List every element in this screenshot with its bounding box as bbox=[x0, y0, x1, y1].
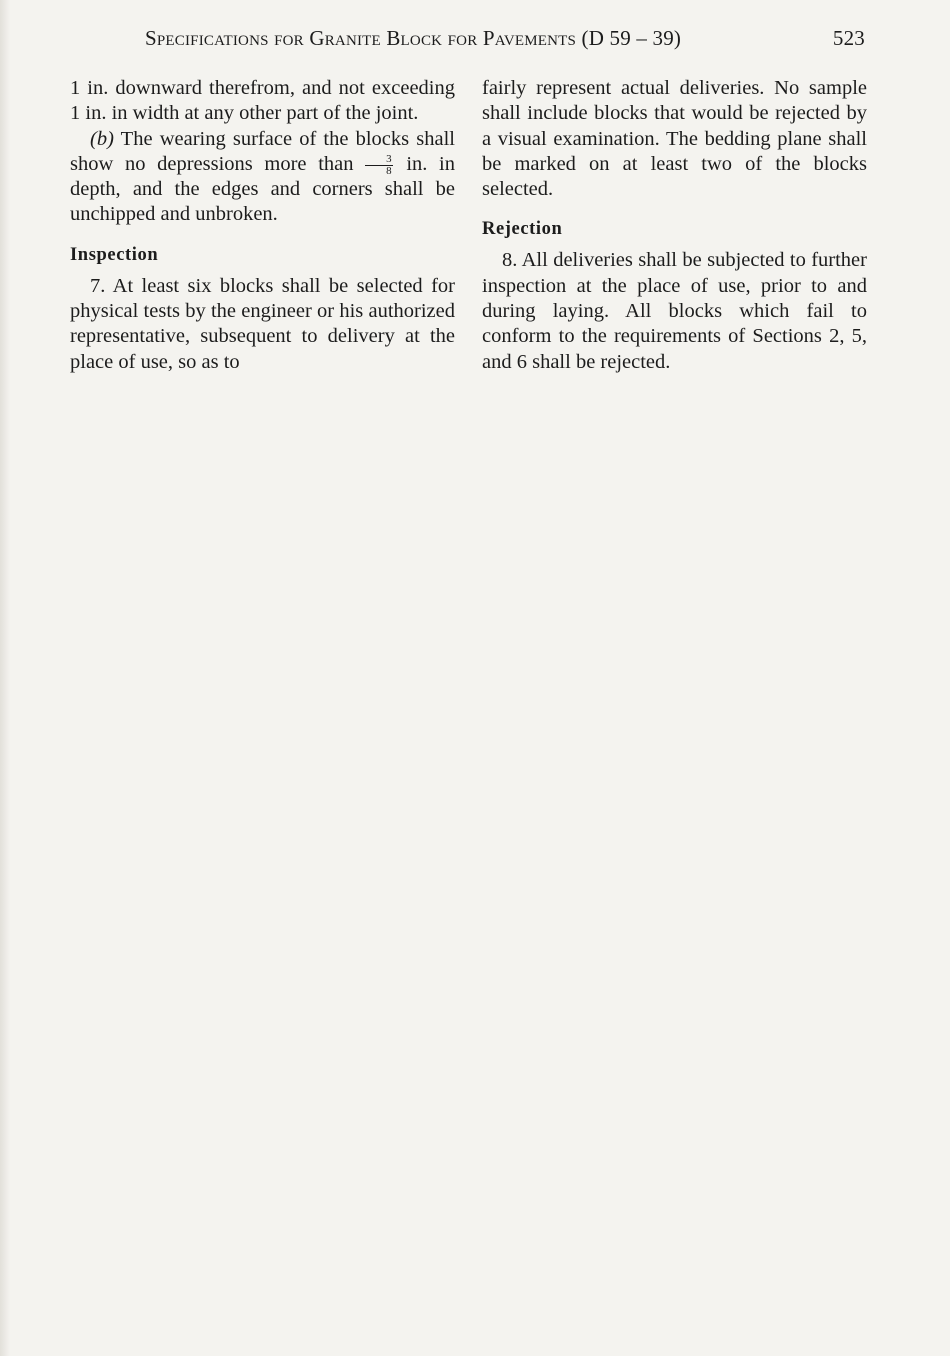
paragraph-b-text-1: The wearing surface of the blocks shall show no depressions more than bbox=[70, 127, 455, 175]
right-column bbox=[482, 76, 867, 375]
paragraph-b bbox=[70, 127, 455, 228]
running-header-title: Specifications for Granite Block for Pavements (D 59 – 39) bbox=[145, 26, 682, 50]
paragraph-b-label: (b) bbox=[90, 127, 114, 150]
paragraph-8: 8. All deliveries shall be subjected to further inspection at the place of use, prior to and during laying. All blocks which fail to conform to the requirements of Sections 2, 5, and 6 shall be rejected. bbox=[482, 249, 867, 373]
paragraph-7: 7. At least six blocks shall be selected for physical tests by the engineer or his authorized representative, subsequent to delivery at the place of use, so as to bbox=[70, 274, 455, 373]
paragraph-continued-left: 1 in. downward therefrom, and not exceeding 1 in. in width at any other part of the joint. bbox=[70, 77, 455, 125]
paragraph-continued-right: fairly represent actual deliveries. No sample shall include blocks that would be rejected by a visual examination. The bedding plane shall be marked on at least two of the blocks selected. bbox=[482, 77, 867, 201]
page-edge-shadow bbox=[0, 0, 10, 1356]
paragraph-b-text-2: in. in depth, and the edges and corners shall be unchipped and unbroken. bbox=[70, 152, 455, 226]
fraction-numerator: 3 bbox=[365, 155, 393, 166]
heading-rejection: Rejection bbox=[482, 219, 563, 240]
left-column bbox=[70, 76, 455, 375]
fraction-three-eighths bbox=[365, 152, 393, 177]
heading-inspection: Inspection bbox=[70, 244, 159, 265]
running-header bbox=[145, 26, 865, 51]
page-number: 523 bbox=[832, 26, 865, 50]
fraction-denominator: 8 bbox=[386, 164, 392, 177]
